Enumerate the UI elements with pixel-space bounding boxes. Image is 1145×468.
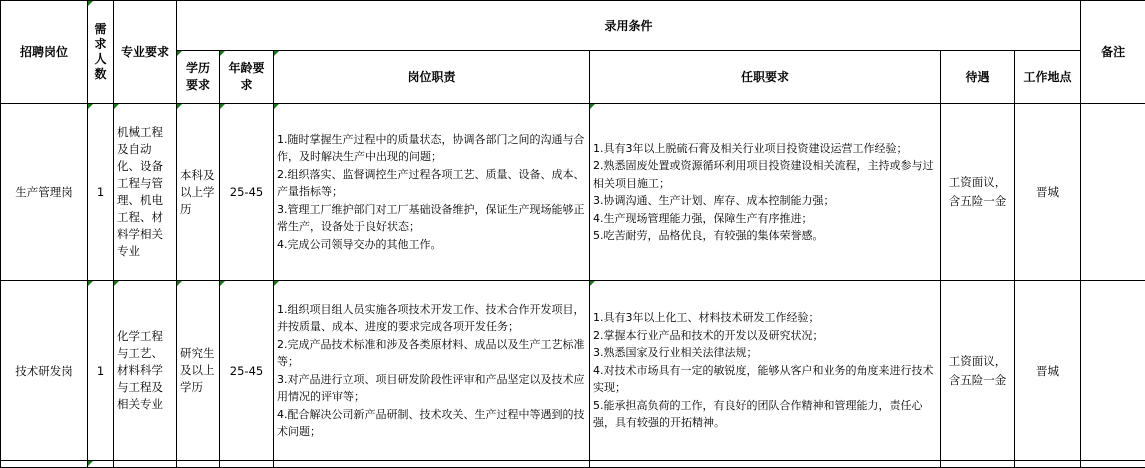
cell-indicator-icon [88,281,93,286]
cell-empty [114,461,177,468]
cell-indicator-icon [220,281,225,286]
header-notes[interactable]: 备注 [1081,1,1145,104]
cell-indicator-icon [274,51,279,56]
cell-indicator-icon [590,281,595,286]
cell-age[interactable]: 25-45 [220,104,274,281]
cell-empty [1,461,88,468]
header-major-label: 专业要求 [120,44,169,59]
cell-indicator-icon [220,104,225,109]
cell-indicator-icon [114,104,119,109]
cell-indicator-icon [177,51,182,56]
header-conditions[interactable]: 录用条件 [177,1,1081,51]
cell-notes[interactable] [1081,104,1145,281]
table-row [1,104,1145,281]
cell-indicator-icon [114,281,119,286]
cell-position[interactable]: 生产管理岗 [1,104,88,281]
cell-empty [590,461,941,468]
header-headcount-label: 需求人数 [94,22,107,81]
table-row-partial [1,461,1145,468]
header-position[interactable]: 招聘岗位 [1,1,88,104]
cell-empty [1015,461,1081,468]
cell-position[interactable]: 技术研发岗 [1,281,88,461]
cell-indicator-icon [177,281,182,286]
cell-benefits[interactable]: 工资面议，含五险一金 [941,104,1015,281]
header-benefits[interactable]: 待遇 [941,51,1015,104]
cell-headcount[interactable]: 1 [88,281,114,461]
cell-age[interactable]: 25-45 [220,281,274,461]
cell-duties[interactable]: 1.随时掌握生产过程中的质量状态，协调各部门之间的沟通与合作，及时解决生产中出现的问题； 2.组织落实、监督调控生产过程各项工艺、质量、设备、成本、产量指标等； 3.管理工厂维护部门对工厂基础设备维护，保证生产现场能够正常生产，设备处于良好状态； 4.完成公司领导交办的其他工作。 [274,104,590,281]
cell-indicator-icon [88,461,93,466]
cell-empty [177,461,220,468]
cell-indicator-icon [274,104,279,109]
cell-empty [274,461,590,468]
cell-duties[interactable]: 1.组织项目组人员实施各项技术开发工作、技术合作开发项目，并按质量、成本、进度的要求完成各项开发任务； 2.完成产品技术标准和涉及各类原材料、成品以及生产工艺标准等； 3.对产品进行立项、项目研发阶段性评审和产品坚定以及技术应用情况的评审等； 4.配合解决公司新产品研制、技术攻关、生产过程中等遇到的技术问题； [274,281,590,461]
cell-empty [1081,461,1145,468]
cell-benefits[interactable]: 工资面议，含五险一金 [941,281,1015,461]
cell-location[interactable]: 晋城 [1015,104,1081,281]
header-age-label: 年龄要求 [228,61,265,92]
cell-indicator-icon [274,281,279,286]
cell-education[interactable]: 研究生及以上学历 [177,281,220,461]
cell-major[interactable]: 化学工程与工艺、材料科学与工程及相关专业 [114,281,177,461]
cell-location[interactable]: 晋城 [1015,281,1081,461]
header-major[interactable] [114,1,177,104]
header-duties[interactable]: 岗位职责 [274,51,590,104]
header-age[interactable] [220,51,274,104]
cell-indicator-icon [177,104,182,109]
cell-indicator-icon [88,1,93,6]
cell-indicator-icon [590,104,595,109]
cell-empty [88,461,114,468]
cell-indicator-icon [88,104,93,109]
cell-requirements[interactable]: 1.具有3年以上脱硫石膏及相关行业项目投资建设运营工作经验； 2.熟悉固废处置或资源循环利用项目投资建设相关流程，主持或参与过相关项目施工； 3.协调沟通、生产计划、库存、成本控制能力强； 4.生产现场管理能力强，保障生产有序推进； 5.吃苦耐劳，品格优良，有较强的集体荣誉感。 [590,104,941,281]
cell-major[interactable]: 机械工程及自动化、设备工程与管理、机电工程、材料学相关专业 [114,104,177,281]
cell-requirements[interactable]: 1.具有3年以上化工、材料技术研发工作经验； 2.掌握本行业产品和技术的开发以及研究状况； 3.熟悉国家及行业相关法律法规； 4.对技术市场具有一定的敏锐度，能够从客户和业务的角度来进行技术实现； 5.能承担高负荷的工作，有良好的团队合作精神和管理能力，责任心强，具有较强的开拓精神。 [590,281,941,461]
header-headcount[interactable] [88,1,114,104]
cell-empty [941,461,1015,468]
header-education[interactable] [177,51,220,104]
cell-education[interactable]: 本科及以上学历 [177,104,220,281]
table-row [1,281,1145,461]
cell-notes[interactable] [1081,281,1145,461]
header-requirements[interactable]: 任职要求 [590,51,941,104]
header-education-label: 学历要求 [185,61,210,92]
header-location[interactable]: 工作地点 [1015,51,1081,104]
cell-indicator-icon [220,51,225,56]
cell-headcount[interactable]: 1 [88,104,114,281]
cell-empty [220,461,274,468]
